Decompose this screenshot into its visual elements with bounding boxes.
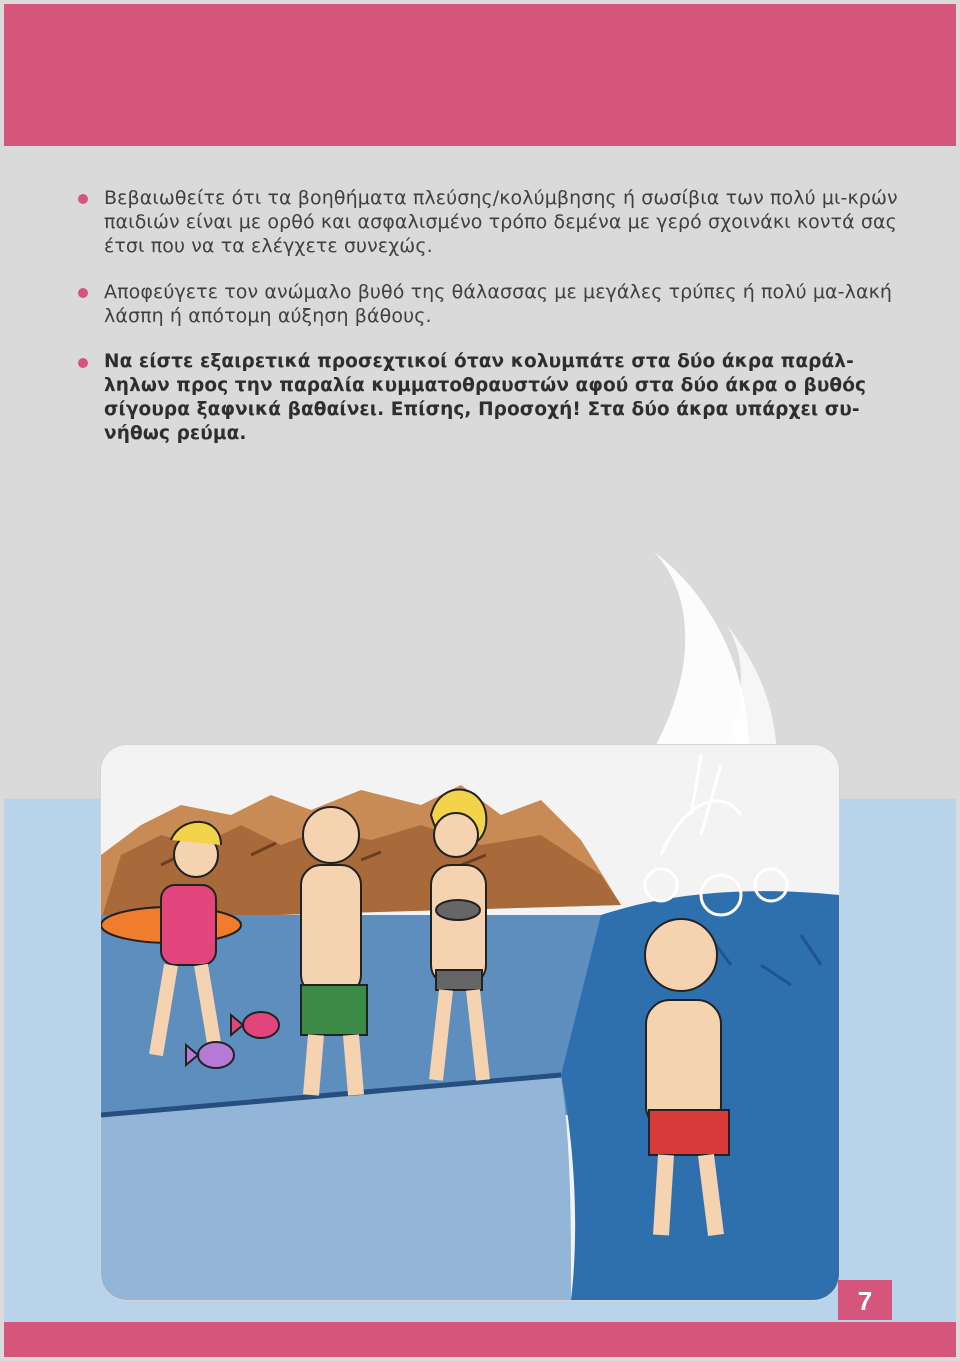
bullet-text: Να είστε εξαιρετικά προσεχτικοί όταν κολυμπάτε στα δύο άκρα παράλ-ληλων προς την παραλία κυμματοθραυστών αφού στα δύο άκρα ο βυθός σίγουρα ξαφνικά βαθαίνει. Επίσης, Προσοχή! Στα δύο άκρα υπάρχει συ-νήθως ρεύμα. xyxy=(104,351,867,444)
beach-illustration xyxy=(101,745,839,1300)
page-number: 7 xyxy=(857,1286,873,1316)
bullet-dot-icon xyxy=(78,358,88,368)
bullet-item xyxy=(78,280,898,328)
bullet-dot-icon xyxy=(78,288,88,298)
page-number-badge xyxy=(838,1280,892,1320)
bullet-text: Αποφεύγετε τον ανώμαλο βυθό της θάλασσας με μεγάλες τρύπες ή πολύ μα-λακή λάσπη ή απότομη αύξηση βάθους. xyxy=(104,281,893,327)
bullet-dot-icon xyxy=(78,194,88,204)
cartoon-scene-icon xyxy=(101,745,839,1300)
bullet-item xyxy=(78,186,898,258)
bullet-list xyxy=(78,186,898,468)
bullet-text: Βεβαιωθείτε ότι τα βοηθήματα πλεύσης/κολύμβησης ή σωσίβια των πολύ μι-κρών παιδιών είναι με ορθό και ασφαλισμένο τρόπο δεμένα με γερό σχοινάκι κοντά σας έτσι που να τα ελέγχετε συνεχώς. xyxy=(104,187,898,257)
bullet-item xyxy=(78,350,898,446)
footer-band xyxy=(4,1322,956,1357)
